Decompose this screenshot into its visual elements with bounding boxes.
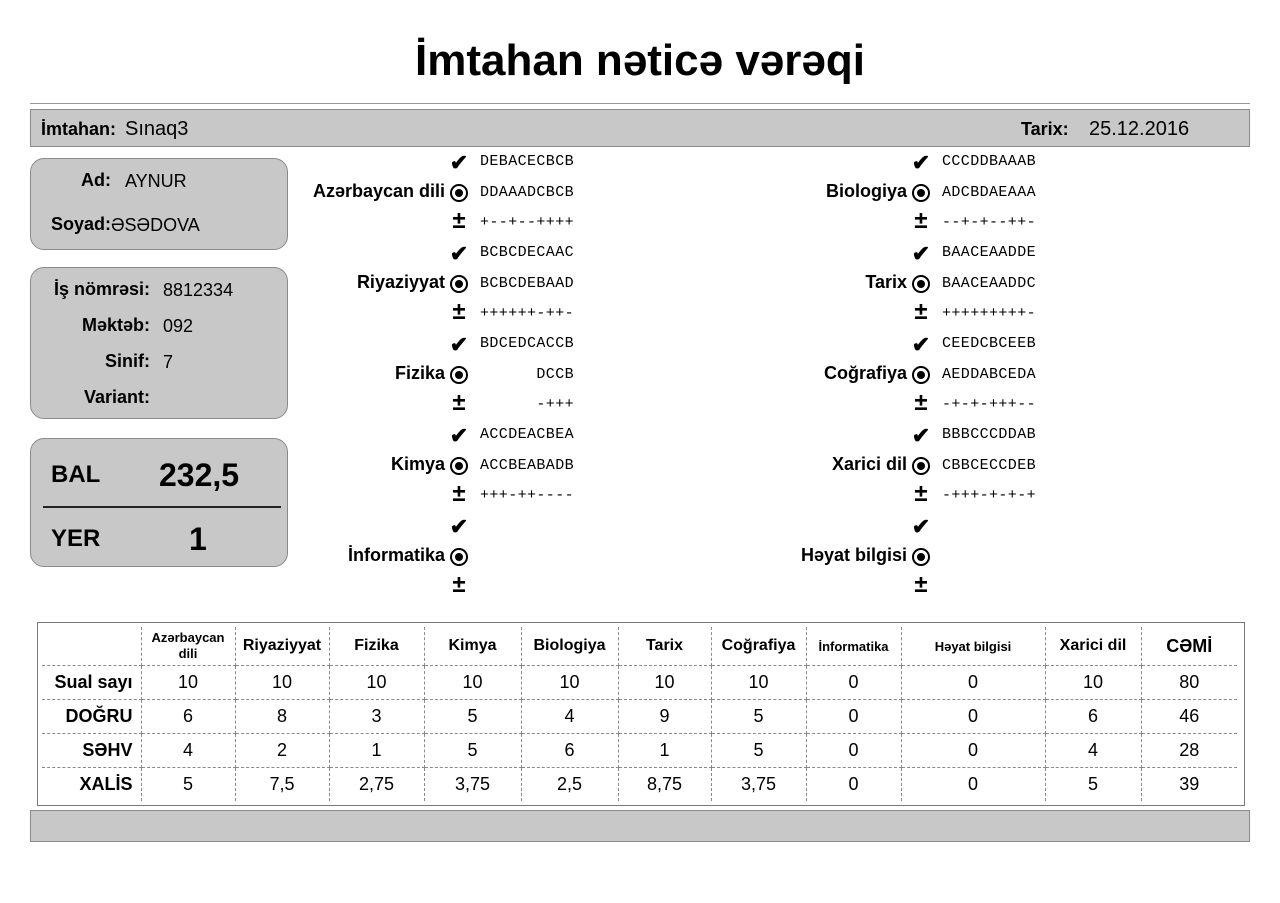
table-header-cell: Biologiya [521,627,618,666]
table-row [42,734,1237,768]
table-header-cell: Tarix [618,627,711,666]
table-cell: 8,75 [618,768,711,802]
surname-label: Soyad: [50,214,111,234]
table-cell: 5 [711,700,806,734]
row-label: SƏHV [42,734,141,768]
answer-string-answers: ADCBDAEAAA [942,184,1037,201]
table-cell: 0 [901,700,1045,734]
radio-icon [448,275,470,298]
table-cell: 2 [235,734,329,768]
work-no-label: İş nömrəsi: [53,279,150,299]
table-cell: 3 [329,700,424,734]
answer-string-answers: BAACEAADDC [942,275,1037,292]
subject-name: Riyaziyyat [356,272,445,292]
plus-minus-icon: ± [452,207,466,234]
table-cell: 0 [806,734,901,768]
yer-label: YER [51,525,101,552]
table-cell: 2,75 [329,768,424,802]
table-cell: 10 [521,666,618,700]
yer-value: 1 [189,521,207,557]
subject-name: Azərbaycan dili [312,181,445,201]
answer-string-marks: -+++-+-+-+ [942,487,1037,504]
answer-string-answers: ACCBEABADB [480,457,575,474]
table-cell: 2,5 [521,768,618,802]
radio-icon [448,457,470,480]
results-table-frame [37,622,1245,806]
class-label: Sinif: [105,351,150,371]
table-header-cell: Azərbaycan dili [141,627,235,666]
row-label: Sual sayı [42,666,141,700]
table-cell: 5 [141,768,235,802]
name-value: AYNUR [125,171,187,191]
plus-minus-icon: ± [914,389,928,416]
bal-label: BAL [51,461,101,488]
answer-string-answers: BCBCDEBAAD [480,275,575,292]
check-icon: ✔ [449,514,469,539]
plus-minus-icon: ± [914,480,928,507]
radio-icon [910,184,932,207]
radio-icon [448,184,470,207]
answer-string-correct: BAACEAADDE [942,244,1037,261]
check-icon: ✔ [449,241,469,266]
page-title: İmtahan nəticə vərəqi [415,36,865,85]
answer-string-answers: CBBCECCDEB [942,457,1037,474]
subject-name: Biologiya [825,181,907,201]
answer-string-marks: --+-+--++- [942,214,1037,231]
school-label: Məktəb: [81,315,150,335]
table-cell: 6 [521,734,618,768]
row-label: XALİS [42,768,141,802]
plus-minus-icon: ± [452,480,466,507]
answer-string-answers: DCCB [480,366,575,383]
table-header-cell: Xarici dil [1045,627,1141,666]
radio-icon [910,366,932,389]
table-cell: 10 [235,666,329,700]
table-cell: 4 [1045,734,1141,768]
table-cell: 1 [618,734,711,768]
check-icon: ✔ [911,332,931,357]
subject-name: İnformatika [347,545,445,565]
class-value: 7 [163,352,174,372]
table-cell: 5 [424,734,521,768]
check-icon: ✔ [449,150,469,175]
answer-string-correct: BCBCDECAAC [480,244,575,261]
table-cell: 5 [424,700,521,734]
check-icon: ✔ [911,423,931,448]
table-cell: 8 [235,700,329,734]
radio-icon [910,548,932,571]
table-cell: 3,75 [424,768,521,802]
answer-string-correct: DEBACECBCB [480,153,575,170]
school-value: 092 [163,316,194,336]
radio-icon [448,366,470,389]
plus-minus-icon: ± [914,298,928,325]
plus-minus-icon: ± [452,389,466,416]
table-cell: 10 [424,666,521,700]
score-divider [43,506,281,508]
plus-minus-icon: ± [452,298,466,325]
table-row [42,666,1237,700]
table-cell: 46 [1141,700,1237,734]
table-cell: 3,75 [711,768,806,802]
table-cell: 10 [618,666,711,700]
table-header-cell: İnformatika [806,627,901,666]
table-cell: 39 [1141,768,1237,802]
table-header-row [42,627,1237,666]
table-cell: 1 [329,734,424,768]
answer-string-correct: BDCEDCACCB [480,335,575,352]
variant-label: Variant: [83,387,150,407]
table-cell: 5 [1045,768,1141,802]
check-icon: ✔ [911,241,931,266]
table-cell: 9 [618,700,711,734]
table-cell: 0 [901,666,1045,700]
exam-value: Sınaq3 [125,118,189,140]
answer-string-marks: +++++++++- [942,305,1037,322]
answer-string-answers: DDAAADCBCB [480,184,575,201]
table-header-cell: Fizika [329,627,424,666]
table-cell: 10 [711,666,806,700]
check-icon: ✔ [449,332,469,357]
table-cell: 10 [329,666,424,700]
check-icon: ✔ [911,514,931,539]
work-no-value: 8812334 [163,280,234,300]
table-cell: 0 [806,666,901,700]
table-header-cell: Coğrafiya [711,627,806,666]
table-cell: 4 [141,734,235,768]
table-cell: 7,5 [235,768,329,802]
table-header-cell: CƏMİ [1141,627,1237,666]
table-header-cell: Kimya [424,627,521,666]
plus-minus-icon: ± [914,207,928,234]
answer-string-correct: CCCDDBAAAB [942,153,1037,170]
table-cell: 6 [1045,700,1141,734]
check-icon: ✔ [449,423,469,448]
table-cell: 0 [901,768,1045,802]
subject-name: Tarix [865,272,907,292]
subject-name: Kimya [390,454,445,474]
subject-name: Həyat bilgisi [800,545,907,565]
table-cell: 4 [521,700,618,734]
table-header-cell: Həyat bilgisi [901,627,1045,666]
answer-string-marks: -+-+-+++-- [942,396,1037,413]
subject-name: Fizika [394,363,445,383]
table-cell: 10 [141,666,235,700]
radio-icon [448,548,470,571]
table-cell: 0 [806,768,901,802]
answer-string-marks: +--+--++++ [480,214,575,231]
subject-name: Coğrafiya [823,363,907,383]
table-cell: 28 [1141,734,1237,768]
name-box [30,158,288,250]
answer-string-correct: CEEDCBCEEB [942,335,1037,352]
radio-icon [910,275,932,298]
date-label: Tarix: [1021,119,1069,139]
answer-string-marks: ++++++-++- [480,305,575,322]
table-cell: 0 [901,734,1045,768]
answer-string-marks: -+++ [480,396,575,413]
bal-value: 232,5 [159,457,240,493]
date-value: 25.12.2016 [1089,118,1190,140]
table-cell: 5 [711,734,806,768]
table-header-cell: Riyaziyyat [235,627,329,666]
row-label: DOĞRU [42,700,141,734]
exam-header-bar [30,109,1250,147]
answer-string-marks: +++-++---- [480,487,575,504]
answer-string-answers: AEDDABCEDA [942,366,1037,383]
plus-minus-icon: ± [914,571,928,598]
table-row [42,700,1237,734]
title-divider [30,103,1250,104]
answer-string-correct: ACCDEACBEA [480,426,575,443]
name-label: Ad: [81,170,111,190]
footer-bar [30,810,1250,842]
table-cell: 80 [1141,666,1237,700]
table-cell: 10 [1045,666,1141,700]
surname-value: ƏSƏDOVA [111,215,200,235]
results-table [42,627,1237,801]
subject-name: Xarici dil [831,454,907,474]
check-icon: ✔ [911,150,931,175]
plus-minus-icon: ± [452,571,466,598]
table-cell: 6 [141,700,235,734]
answer-string-correct: BBBCCCDDAB [942,426,1037,443]
exam-label: İmtahan: [41,119,117,139]
table-header-cell [42,627,141,666]
table-cell: 0 [806,700,901,734]
radio-icon [910,457,932,480]
table-row [42,768,1237,802]
